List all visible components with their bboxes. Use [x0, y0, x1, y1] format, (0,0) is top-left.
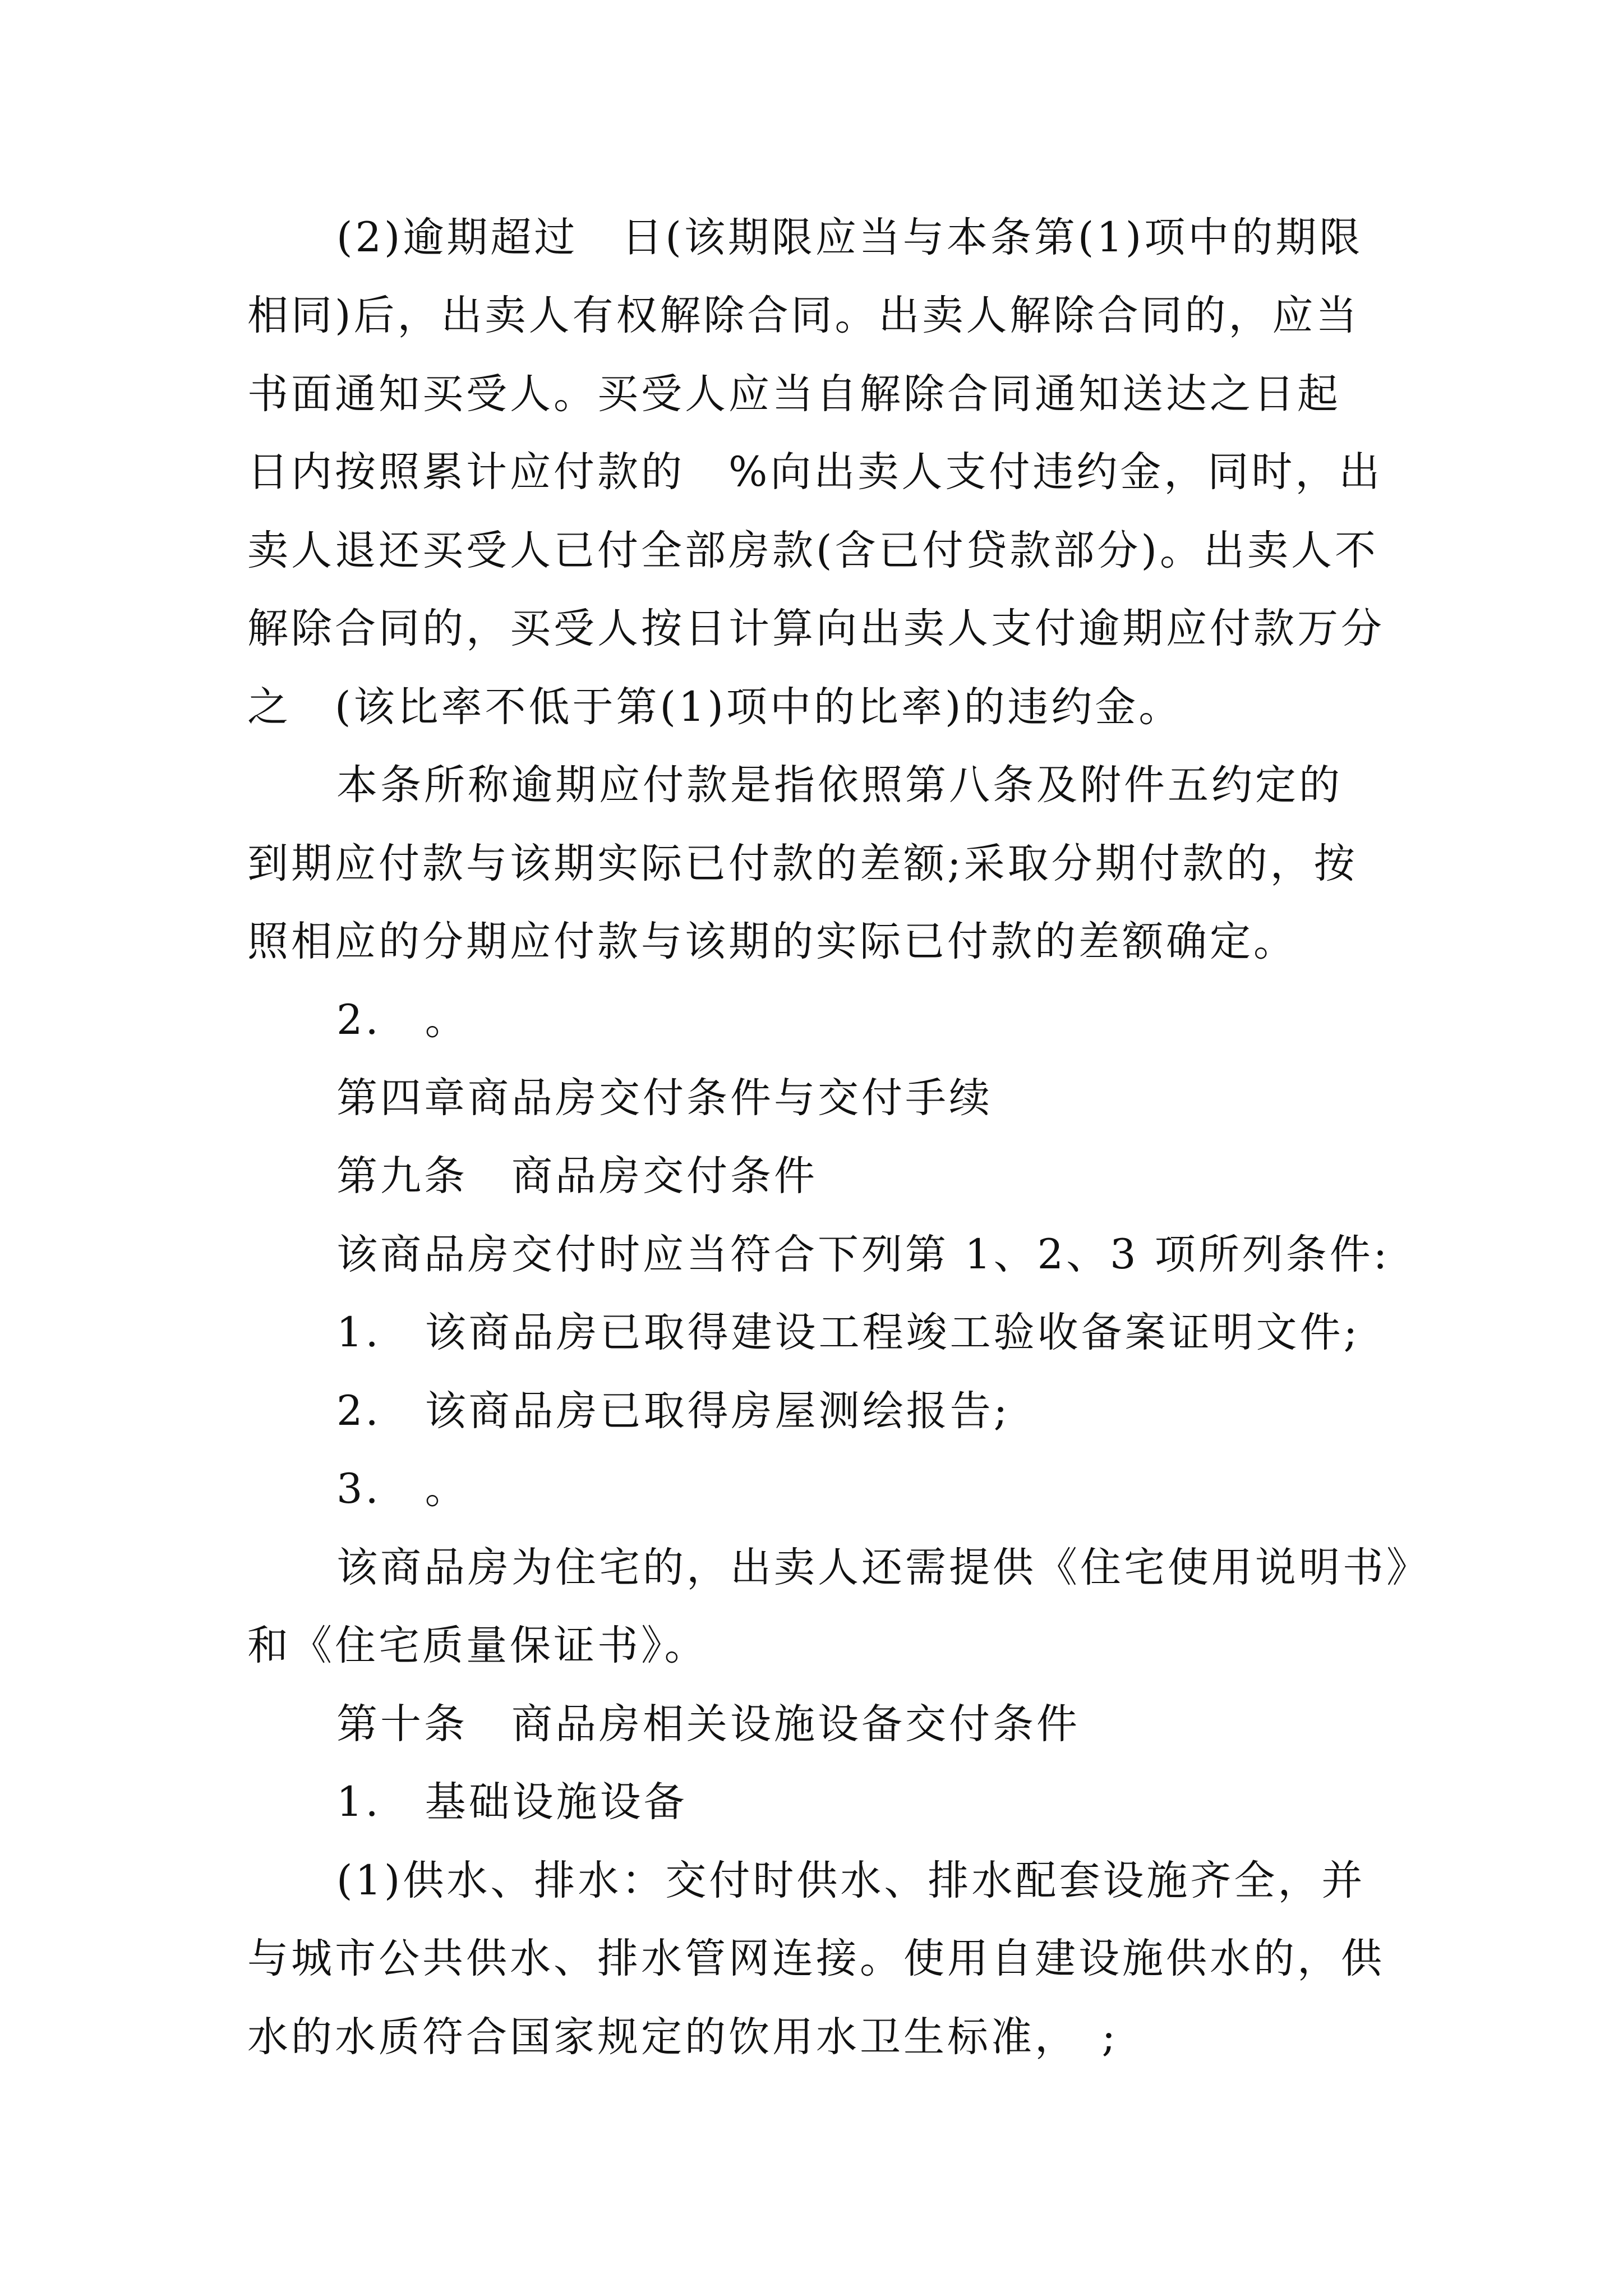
list-item: 1. 该商品房已取得建设工程竣工验收备案证明文件; — [336, 1309, 1361, 1356]
paragraph-line: 水的水质符合国家规定的饮用水卫生标准， ; — [247, 2013, 1119, 2061]
article-heading: 第十条 商品房相关设施设备交付条件 — [336, 1700, 1080, 1748]
paragraph-line: (2)逾期超过 日(该期限应当与本条第(1)项中的期限 — [336, 214, 1363, 261]
paragraph-line: 日内按照累计应付款的 %向出卖人支付违约金，同时，出 — [247, 448, 1383, 496]
article-heading: 第九条 商品房交付条件 — [336, 1152, 818, 1200]
paragraph-line: 书面通知买受人。买受人应当自解除合同通知送达之日起 — [247, 370, 1341, 418]
list-item: 1. 基础设施设备 — [336, 1778, 688, 1826]
chapter-heading: 第四章商品房交付条件与交付手续 — [336, 1074, 993, 1122]
paragraph-line: 和《住宅质量保证书》。 — [247, 1622, 708, 1669]
paragraph-line: 相同)后，出卖人有权解除合同。出卖人解除合同的，应当 — [247, 292, 1360, 339]
list-item: 2. 。 — [336, 996, 469, 1044]
paragraph-line: 照相应的分期应付款与该期的实际已付款的差额确定。 — [247, 918, 1297, 965]
list-item: 2. 该商品房已取得房屋测绘报告; — [336, 1387, 1011, 1435]
paragraph-line: 该商品房交付时应当符合下列第 1、2、3 项所列条件: — [336, 1231, 1390, 1278]
paragraph-line: 之 (该比率不低于第(1)项中的比率)的违约金。 — [247, 683, 1183, 731]
list-item: 3. 。 — [336, 1465, 469, 1513]
paragraph-line: 到期应付款与该期实际已付款的差额;采取分期付款的，按 — [247, 840, 1358, 887]
paragraph-line: 与城市公共供水、排水管网连接。使用自建设施供水的，供 — [247, 1935, 1385, 1982]
paragraph-line: 解除合同的，买受人按日计算向出卖人支付逾期应付款万分 — [247, 605, 1385, 652]
paragraph-line: 本条所称逾期应付款是指依照第八条及附件五约定的 — [336, 761, 1343, 809]
paragraph-line: 该商品房为住宅的，出卖人还需提供《住宅使用说明书》 — [336, 1544, 1430, 1591]
paragraph-line: 卖人退还买受人已付全部房款(含已付贷款部分)。出卖人不 — [247, 527, 1378, 574]
paragraph-line: (1)供水、排水：交付时供水、排水配套设施齐全，并 — [336, 1857, 1366, 1904]
